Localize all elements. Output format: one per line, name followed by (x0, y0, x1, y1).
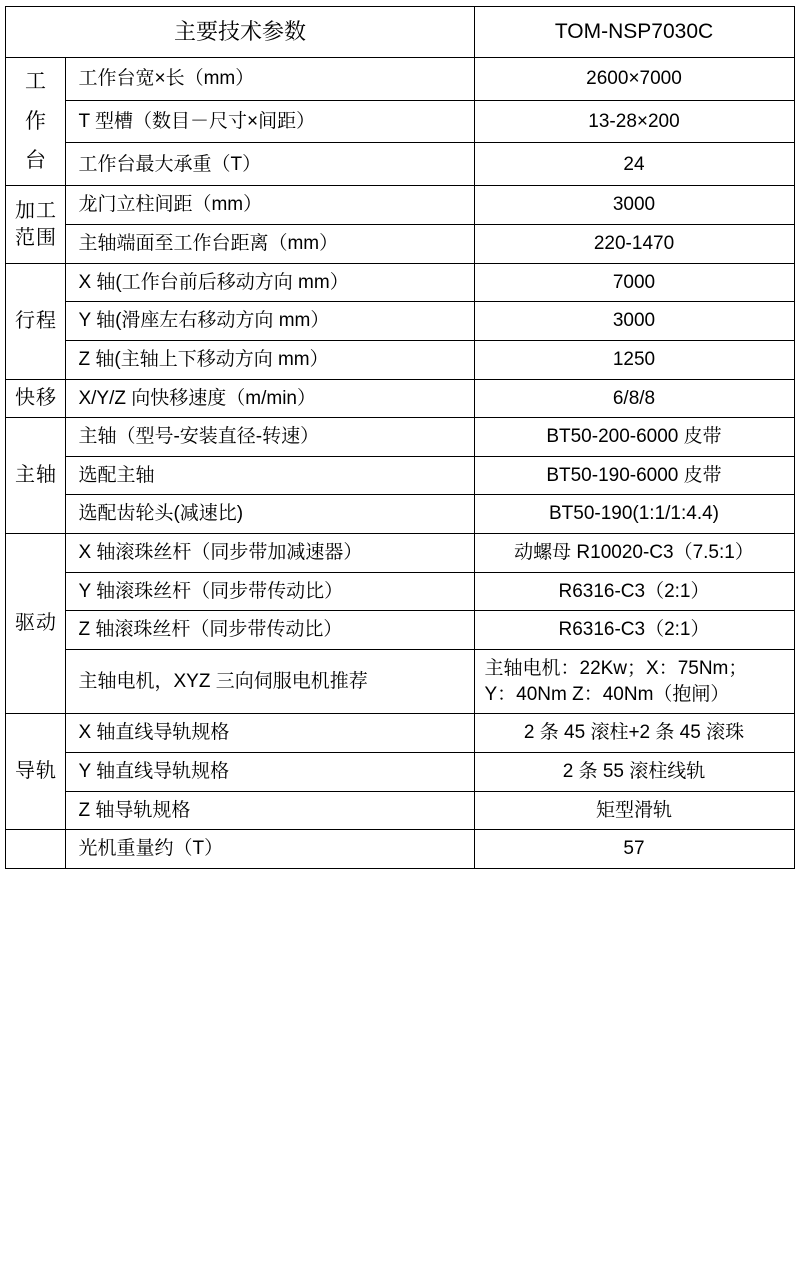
parameter-value: 2 条 45 滚柱+2 条 45 滚珠 (474, 714, 794, 753)
parameter-name: 工作台最大承重（T） (66, 143, 474, 186)
parameter-name: Z 轴导轨规格 (66, 791, 474, 830)
parameter-value: R6316-C3（2:1） (474, 611, 794, 650)
table-row (6, 263, 794, 302)
parameter-value: 3000 (474, 186, 794, 225)
parameter-name: 选配齿轮头(减速比) (66, 495, 474, 534)
group-label: 工 作 台 (6, 57, 66, 186)
parameter-name: T 型槽（数目－尺寸×间距） (66, 100, 474, 143)
parameter-name: Y 轴(滑座左右移动方向 mm） (66, 302, 474, 341)
group-label: 快移 (6, 379, 66, 418)
table-row (6, 302, 794, 341)
parameter-name: 选配主轴 (66, 456, 474, 495)
table-row (6, 752, 794, 791)
parameter-name: X 轴(工作台前后移动方向 mm） (66, 263, 474, 302)
table-row (6, 186, 794, 225)
table-row (6, 830, 794, 869)
parameter-value: BT50-190(1:1/1:4.4) (474, 495, 794, 534)
parameter-value: R6316-C3（2:1） (474, 572, 794, 611)
parameter-value: 矩型滑轨 (474, 791, 794, 830)
parameter-value: BT50-200-6000 皮带 (474, 418, 794, 457)
table-row (6, 495, 794, 534)
group-label: 主轴 (6, 418, 66, 534)
table-row (6, 100, 794, 143)
parameter-value: 13-28×200 (474, 100, 794, 143)
parameter-name: Z 轴滚珠丝杆（同步带传动比） (66, 611, 474, 650)
table-row (6, 611, 794, 650)
table-row (6, 791, 794, 830)
parameter-name: X/Y/Z 向快移速度（m/min） (66, 379, 474, 418)
parameter-value: 2600×7000 (474, 57, 794, 100)
parameter-value: 7000 (474, 263, 794, 302)
table-row (6, 143, 794, 186)
parameter-name: 龙门立柱间距（mm） (66, 186, 474, 225)
parameter-name: 主轴端面至工作台距离（mm） (66, 225, 474, 264)
table-title: 主要技术参数 (6, 7, 474, 58)
table-row (6, 225, 794, 264)
group-label: 导轨 (6, 714, 66, 830)
parameter-name: X 轴滚珠丝杆（同步带加减速器） (66, 534, 474, 573)
table-row (6, 57, 794, 100)
group-label: 加工 范围 (6, 186, 66, 263)
table-header-row (6, 7, 794, 58)
parameter-value: 1250 (474, 340, 794, 379)
parameter-value: 2 条 55 滚柱线轨 (474, 752, 794, 791)
table-body (6, 7, 794, 869)
parameter-value: 220-1470 (474, 225, 794, 264)
table-row (6, 650, 794, 714)
group-label: 行程 (6, 263, 66, 379)
parameter-value: 3000 (474, 302, 794, 341)
parameter-name: 主轴电机，XYZ 三向伺服电机推荐 (66, 650, 474, 714)
table-row (6, 534, 794, 573)
parameter-value: 6/8/8 (474, 379, 794, 418)
parameter-name: Z 轴(主轴上下移动方向 mm） (66, 340, 474, 379)
table-row (6, 572, 794, 611)
parameter-name: X 轴直线导轨规格 (66, 714, 474, 753)
parameter-value: 24 (474, 143, 794, 186)
parameter-name: Y 轴滚珠丝杆（同步带传动比） (66, 572, 474, 611)
parameter-value: 57 (474, 830, 794, 869)
parameter-name: 光机重量约（T） (66, 830, 474, 869)
parameter-value: BT50-190-6000 皮带 (474, 456, 794, 495)
table-row (6, 456, 794, 495)
table-row (6, 714, 794, 753)
parameter-value: 动螺母 R10020-C3（7.5:1） (474, 534, 794, 573)
table-row (6, 340, 794, 379)
parameter-name: 工作台宽×长（mm） (66, 57, 474, 100)
table-row (6, 379, 794, 418)
parameter-name: 主轴（型号-安装直径-转速） (66, 418, 474, 457)
parameter-name: Y 轴直线导轨规格 (66, 752, 474, 791)
parameter-value: 主轴电机：22Kw；X：75Nm； Y：40Nm Z：40Nm（抱闸） (474, 650, 794, 714)
group-label (6, 830, 66, 869)
table-model: TOM-NSP7030C (474, 7, 794, 58)
table-row (6, 418, 794, 457)
specification-table (5, 6, 794, 869)
group-label: 驱动 (6, 534, 66, 714)
